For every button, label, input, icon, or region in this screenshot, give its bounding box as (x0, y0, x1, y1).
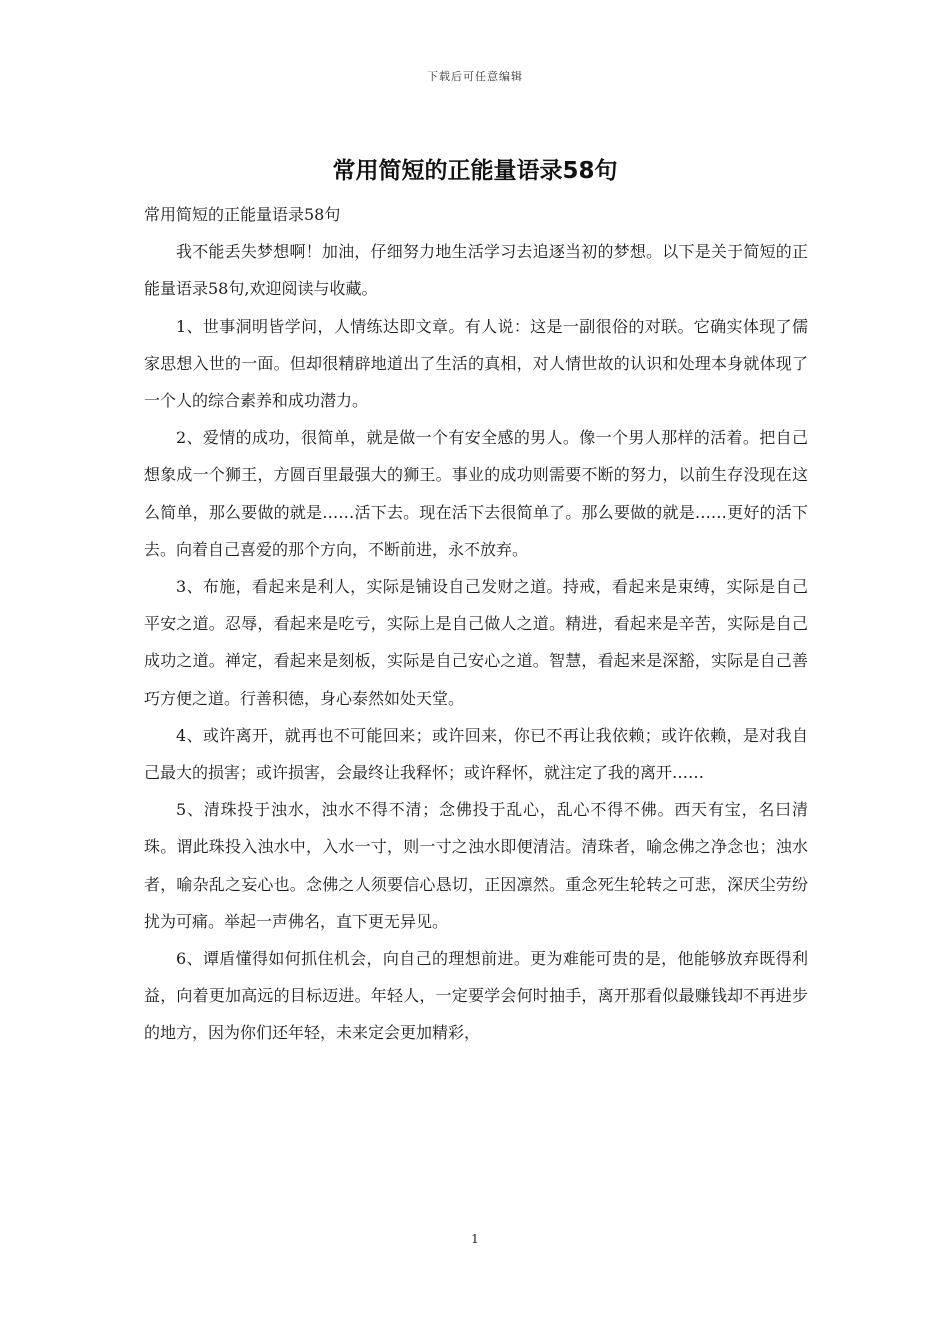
quote-paragraph-1: 1、世事洞明皆学问，人情练达即文章。有人说：这是一副很俗的对联。它确实体现了儒家思想入世的一面。但却很精辟地道出了生活的真相，对人情世故的认识和处理本身就体现了一个人的综合素养和成功潜力。 (144, 316, 808, 411)
document-body (144, 196, 808, 1052)
intro-paragraph: 我不能丢失梦想啊！加油，仔细努力地生活学习去追逐当初的梦想。以下是关于简短的正能量语录58句,欢迎阅读与收藏。 (144, 242, 808, 299)
quote-paragraph-6: 6、谭盾懂得如何抓住机会，向自己的理想前进。更为难能可贵的是，他能够放弃既得利益，向着更加高远的目标迈进。年轻人，一定要学会何时抽手，离开那看似最赚钱却不再进步的地方，因为你们还年轻，未来定会更加精彩， (144, 949, 808, 1043)
document-subtitle: 常用简短的正能量语录58句 (144, 205, 341, 224)
page-number: 1 (471, 1232, 479, 1246)
quote-paragraph-3: 3、布施，看起来是利人，实际是铺设自己发财之道。持戒，看起来是束缚，实际是自己平安之道。忍辱，看起来是吃亏，实际上是自己做人之道。精进，看起来是辛苦，实际是自己成功之道。禅定，看起来是刻板，实际是自己安心之道。智慧，看起来是深豁，实际是自己善巧方便之道。行善积德，身心泰然如处天堂。 (144, 577, 808, 708)
header-note: 下载后可任意编辑 (427, 70, 523, 83)
quote-paragraph-5: 5、清珠投于浊水，浊水不得不清；念佛投于乱心，乱心不得不佛。西天有宝，名曰清珠。谓此珠投入浊水中，入水一寸，则一寸之浊水即便清洁。清珠者，喻念佛之净念也；浊水者，喻杂乱之妄心也。念佛之人须要信心恳切，正因凛然。重念死生轮转之可悲，深厌尘劳纷扰为可痛。举起一声佛名，直下更无异见。 (144, 800, 808, 931)
quote-paragraph-4: 4、或许离开，就再也不可能回来；或许回来，你已不再让我依赖；或许依赖，是对我自己最大的损害；或许损害，会最终让我释怀；或许释怀，就注定了我的离开…… (144, 725, 808, 783)
quote-paragraph-2: 2、爱情的成功，很简单，就是做一个有安全感的男人。像一个男人那样的活着。把自己想象成一个狮王，方圆百里最强大的狮王。事业的成功则需要不断的努力，以前生存没现在这么简单，那么要做的就是……活下去。现在活下去很简单了。那么要做的就是……更好的活下去。向着自己喜爱的那个方向，不断前进，永不放弃。 (144, 428, 808, 559)
document-title: 常用简短的正能量语录58句 (332, 158, 618, 184)
